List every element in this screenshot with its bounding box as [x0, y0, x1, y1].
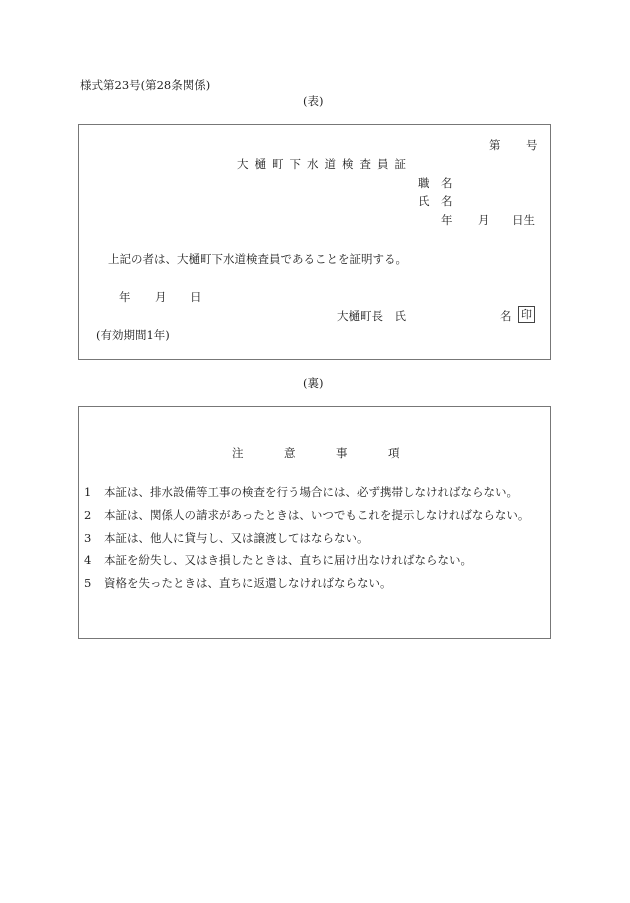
notice-number: 3: [84, 531, 92, 545]
validity-period: (有効期間1年): [96, 328, 170, 342]
notice-title-char-2: 意: [284, 446, 296, 460]
notice-item: [84, 578, 392, 590]
form-number-label: 様式第23号(第28条関係): [80, 78, 211, 92]
birth-month-label: 月: [478, 213, 490, 227]
certification-statement: 上記の者は、大樋町下水道検査員であることを証明する。: [108, 252, 407, 266]
certificate-number-prefix: 第: [489, 138, 501, 152]
notice-item: [84, 533, 369, 545]
issue-month-label: 月: [155, 290, 167, 304]
birth-year-label: 年: [441, 213, 453, 227]
notice-text: 本証を紛失し、又はき損したときは、直ちに届け出なければならない。: [104, 553, 472, 567]
notice-item: [84, 487, 518, 499]
notice-text: 本証は、関係人の請求があったときは、いつでもこれを提示しなければならない。: [104, 508, 530, 522]
issuer-label: 大樋町長 氏: [337, 309, 406, 323]
seal-box: 印: [518, 306, 535, 323]
notice-number: 1: [84, 485, 92, 499]
notice-title-char-3: 事: [336, 446, 348, 460]
certificate-back: [78, 406, 551, 639]
notice-text: 資格を失ったときは、直ちに返還しなければならない。: [104, 576, 392, 590]
notice-text: 本証は、他人に貸与し、又は譲渡してはならない。: [104, 531, 369, 545]
notice-text: 本証は、排水設備等工事の検査を行う場合には、必ず携帯しなければならない。: [104, 485, 518, 499]
position-label-char-2: 名: [441, 176, 453, 190]
birth-day-label: 日生: [512, 213, 535, 227]
notice-title-char-1: 注: [232, 446, 244, 460]
name-label-char-2: 名: [441, 194, 453, 208]
notice-item: [84, 510, 529, 522]
front-side-label: (表): [303, 94, 324, 108]
notice-number: 4: [84, 553, 92, 567]
issue-year-label: 年: [119, 290, 131, 304]
name-label-char-1: 氏: [418, 194, 430, 208]
notice-number: 2: [84, 508, 92, 522]
back-side-label: (裏): [303, 376, 324, 390]
certificate-title: 大樋町下水道検査員証: [237, 157, 412, 171]
issuer-name-suffix: 名: [500, 309, 512, 323]
certificate-number-suffix: 号: [526, 138, 538, 152]
notice-number: 5: [84, 576, 92, 590]
position-label-char-1: 職: [418, 176, 430, 190]
notice-item: [84, 555, 472, 567]
issue-day-label: 日: [190, 290, 202, 304]
notice-title-char-4: 項: [388, 446, 400, 460]
